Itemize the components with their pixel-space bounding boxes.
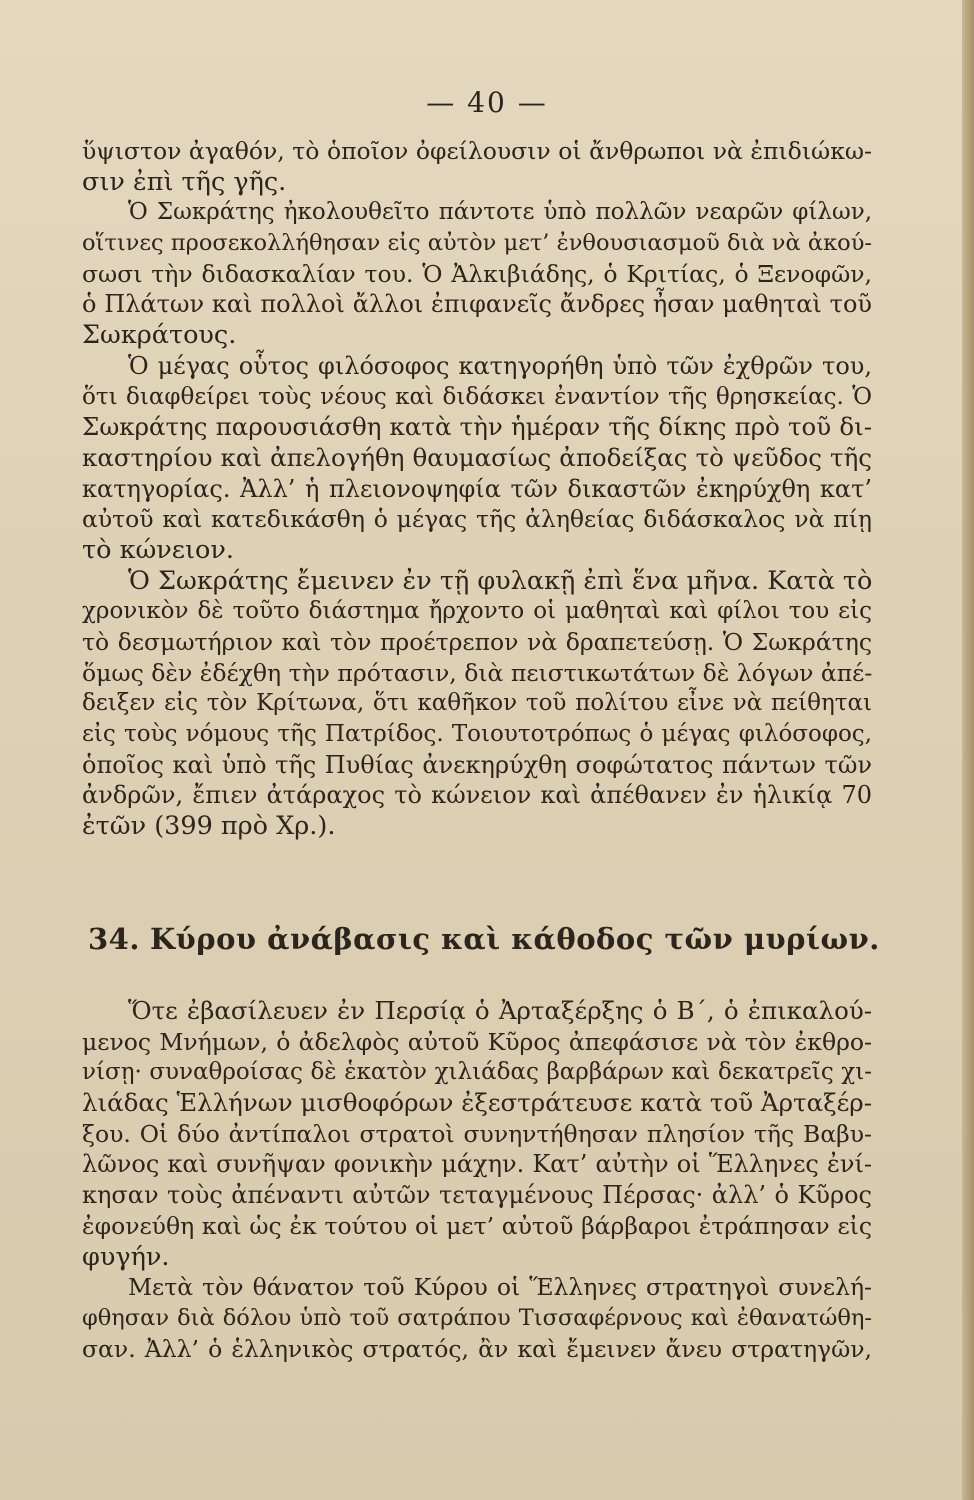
text-line: ὅτι διαφθείρει τοὺς νέους καὶ διδάσκει ἐναντίον τῆς θρησκείας. Ὁ [82,383,872,410]
text-line: Μετὰ τὸν θάνατον τοῦ Κύρου οἱ Ἕλληνες στρατηγοὶ συνελή- [128,1273,872,1302]
text-line: ὕψιστον ἀγαθόν, τὸ ὁποῖον ὀφείλουσιν οἱ ἄνθρωποι νὰ ἐπιδιώκω- [82,137,872,165]
text-line: ὁποῖος καὶ ὑπὸ τῆς Πυθίας ἀνεκηρύχθη σοφώτατος πάντων τῶν [82,750,872,779]
text-line: οἵτινες προσεκολλήθησαν εἰς αὐτὸν μετ’ ἐνθουσιασμοῦ διὰ νὰ ἀκού- [82,230,872,257]
text-line: μενος Μνήμων, ὁ ἀδελφὸς αὐτοῦ Κῦρος ἀπεφάσισε νὰ τὸν ἐκθρο- [82,1027,872,1056]
text-line: καστηρίου καὶ ἀπελογήθη θαυμασίως ἀποδείξας τὸ ψεῦδος τῆς [82,442,872,472]
text-line: φθησαν διὰ δόλου ὑπὸ τοῦ σατράπου Τισσαφέρνους καὶ ἐθανατώθη- [82,1304,872,1331]
text-line: τὸ κώνειον. [82,534,234,565]
text-line: ξου. Οἱ δύο ἀντίπαλοι στρατοὶ συνηντήθησαν πλησίον τῆς Βαβυ- [82,1119,872,1148]
text-line: λῶνος καὶ συνῆψαν φονικὴν μάχην. Κατ’ αὐτὴν οἱ Ἕλληνες ἐνί- [82,1150,872,1179]
section-text-2 [82,996,872,1364]
text-line: αὐτοῦ καὶ κατεδικάσθη ὁ μέγας τῆς ἀληθείας διδάσκαλος νὰ πίῃ [82,505,872,534]
text-line: εἰς τοὺς νόμους τῆς Πατρίδος. Τοιουτοτρόπως ὁ μέγας φιλόσοφος, [82,721,872,748]
section-title: Κύρου ἀνάβασις καὶ κάθοδος τῶν μυρίων. [149,922,880,956]
text-line: δειξεν εἰς τὸν Κρίτωνα, ὅτι καθῆκον τοῦ πολίτου εἶνε νὰ πείθηται [82,690,872,717]
text-line: νίσῃ· συναθροίσας δὲ ἑκατὸν χιλιάδας βαρβάρων καὶ δεκατρεῖς χι- [82,1059,872,1086]
text-line: τὸ δεσμωτήριον καὶ τὸν προέτρεπον νὰ δραπετεύσῃ. Ὁ Σωκράτης [82,628,872,656]
text-line: σαν. Ἀλλ’ ὁ ἑλληνικὸς στρατός, ἂν καὶ ἔμεινεν ἄνευ στρατηγῶν, [82,1334,872,1363]
text-line: Ὁ Σωκράτης ἠκολουθεῖτο πάντοτε ὑπὸ πολλῶν νεαρῶν φίλων, [128,199,872,226]
text-line: Σωκράτους. [82,320,237,351]
text-line: ὅμως δὲν ἐδέχθη τὴν πρότασιν, διὰ πειστικωτάτων δὲ λόγων ἀπέ- [82,658,873,687]
text-line: φυγήν. [82,1241,170,1272]
section-number: 34. [88,922,140,956]
section-text-1 [82,136,872,842]
text-line: Ὅτε ἐβασίλευεν ἐν Περσίᾳ ὁ Ἀρταξέρξης ὁ Β΄, ὁ ἐπικαλού- [128,996,872,1025]
text-line: ἀνδρῶν, ἔπιεν ἀτάραχος τὸ κώνειον καὶ ἀπέθανεν ἐν ἡλικίᾳ 70 [82,781,872,810]
text-line: Ὁ μέγας οὗτος φιλόσοφος κατηγορήθη ὑπὸ τῶν ἐχθρῶν του, [128,351,872,380]
text-line: χρονικὸν δὲ τοῦτο διάστημα ἤρχοντο οἱ μαθηταὶ καὶ φίλοι του εἰς [82,598,872,625]
text-line: λιάδας Ἑλλήνων μισθοφόρων ἐξεστράτευσε κατὰ τοῦ Ἀρταξέρ- [82,1088,872,1118]
section-heading [88,922,878,956]
text-line: ἐφονεύθη καὶ ὡς ἐκ τούτου οἱ μετ’ αὐτοῦ βάρβαροι ἐτράπησαν εἰς [82,1211,872,1240]
text-line: Ὁ Σωκράτης ἔμεινεν ἐν τῇ φυλακῇ ἐπὶ ἕνα μῆνα. Κατὰ τὸ [128,565,873,596]
text-line: σιν ἐπὶ τῆς γῆς. [82,166,287,197]
text-line: κησαν τοὺς ἀπέναντι αὐτῶν τεταγμένους Πέρσας· ἀλλ’ ὁ Κῦρος [82,1181,872,1210]
page-edge [962,0,974,1500]
text-line: ὁ Πλάτων καὶ πολλοὶ ἄλλοι ἐπιφανεῖς ἄνδρες ἦσαν μαθηταὶ τοῦ [82,290,872,319]
text-line: ἐτῶν (399 πρὸ Χρ.). [82,811,336,842]
text-line: σωσι τὴν διδασκαλίαν του. Ὁ Ἀλκιβιάδης, ὁ Κριτίας, ὁ Ξενοφῶν, [82,259,872,288]
text-line: κατηγορίας. Ἀλλ’ ἡ πλειονοψηφία τῶν δικαστῶν ἐκηρύχθη κατ’ [82,474,872,503]
page-number: — 40 — [426,86,548,119]
text-line: Σωκράτης παρουσιάσθη κατὰ τὴν ἡμέραν τῆς δίκης πρὸ τοῦ δι- [82,412,872,442]
